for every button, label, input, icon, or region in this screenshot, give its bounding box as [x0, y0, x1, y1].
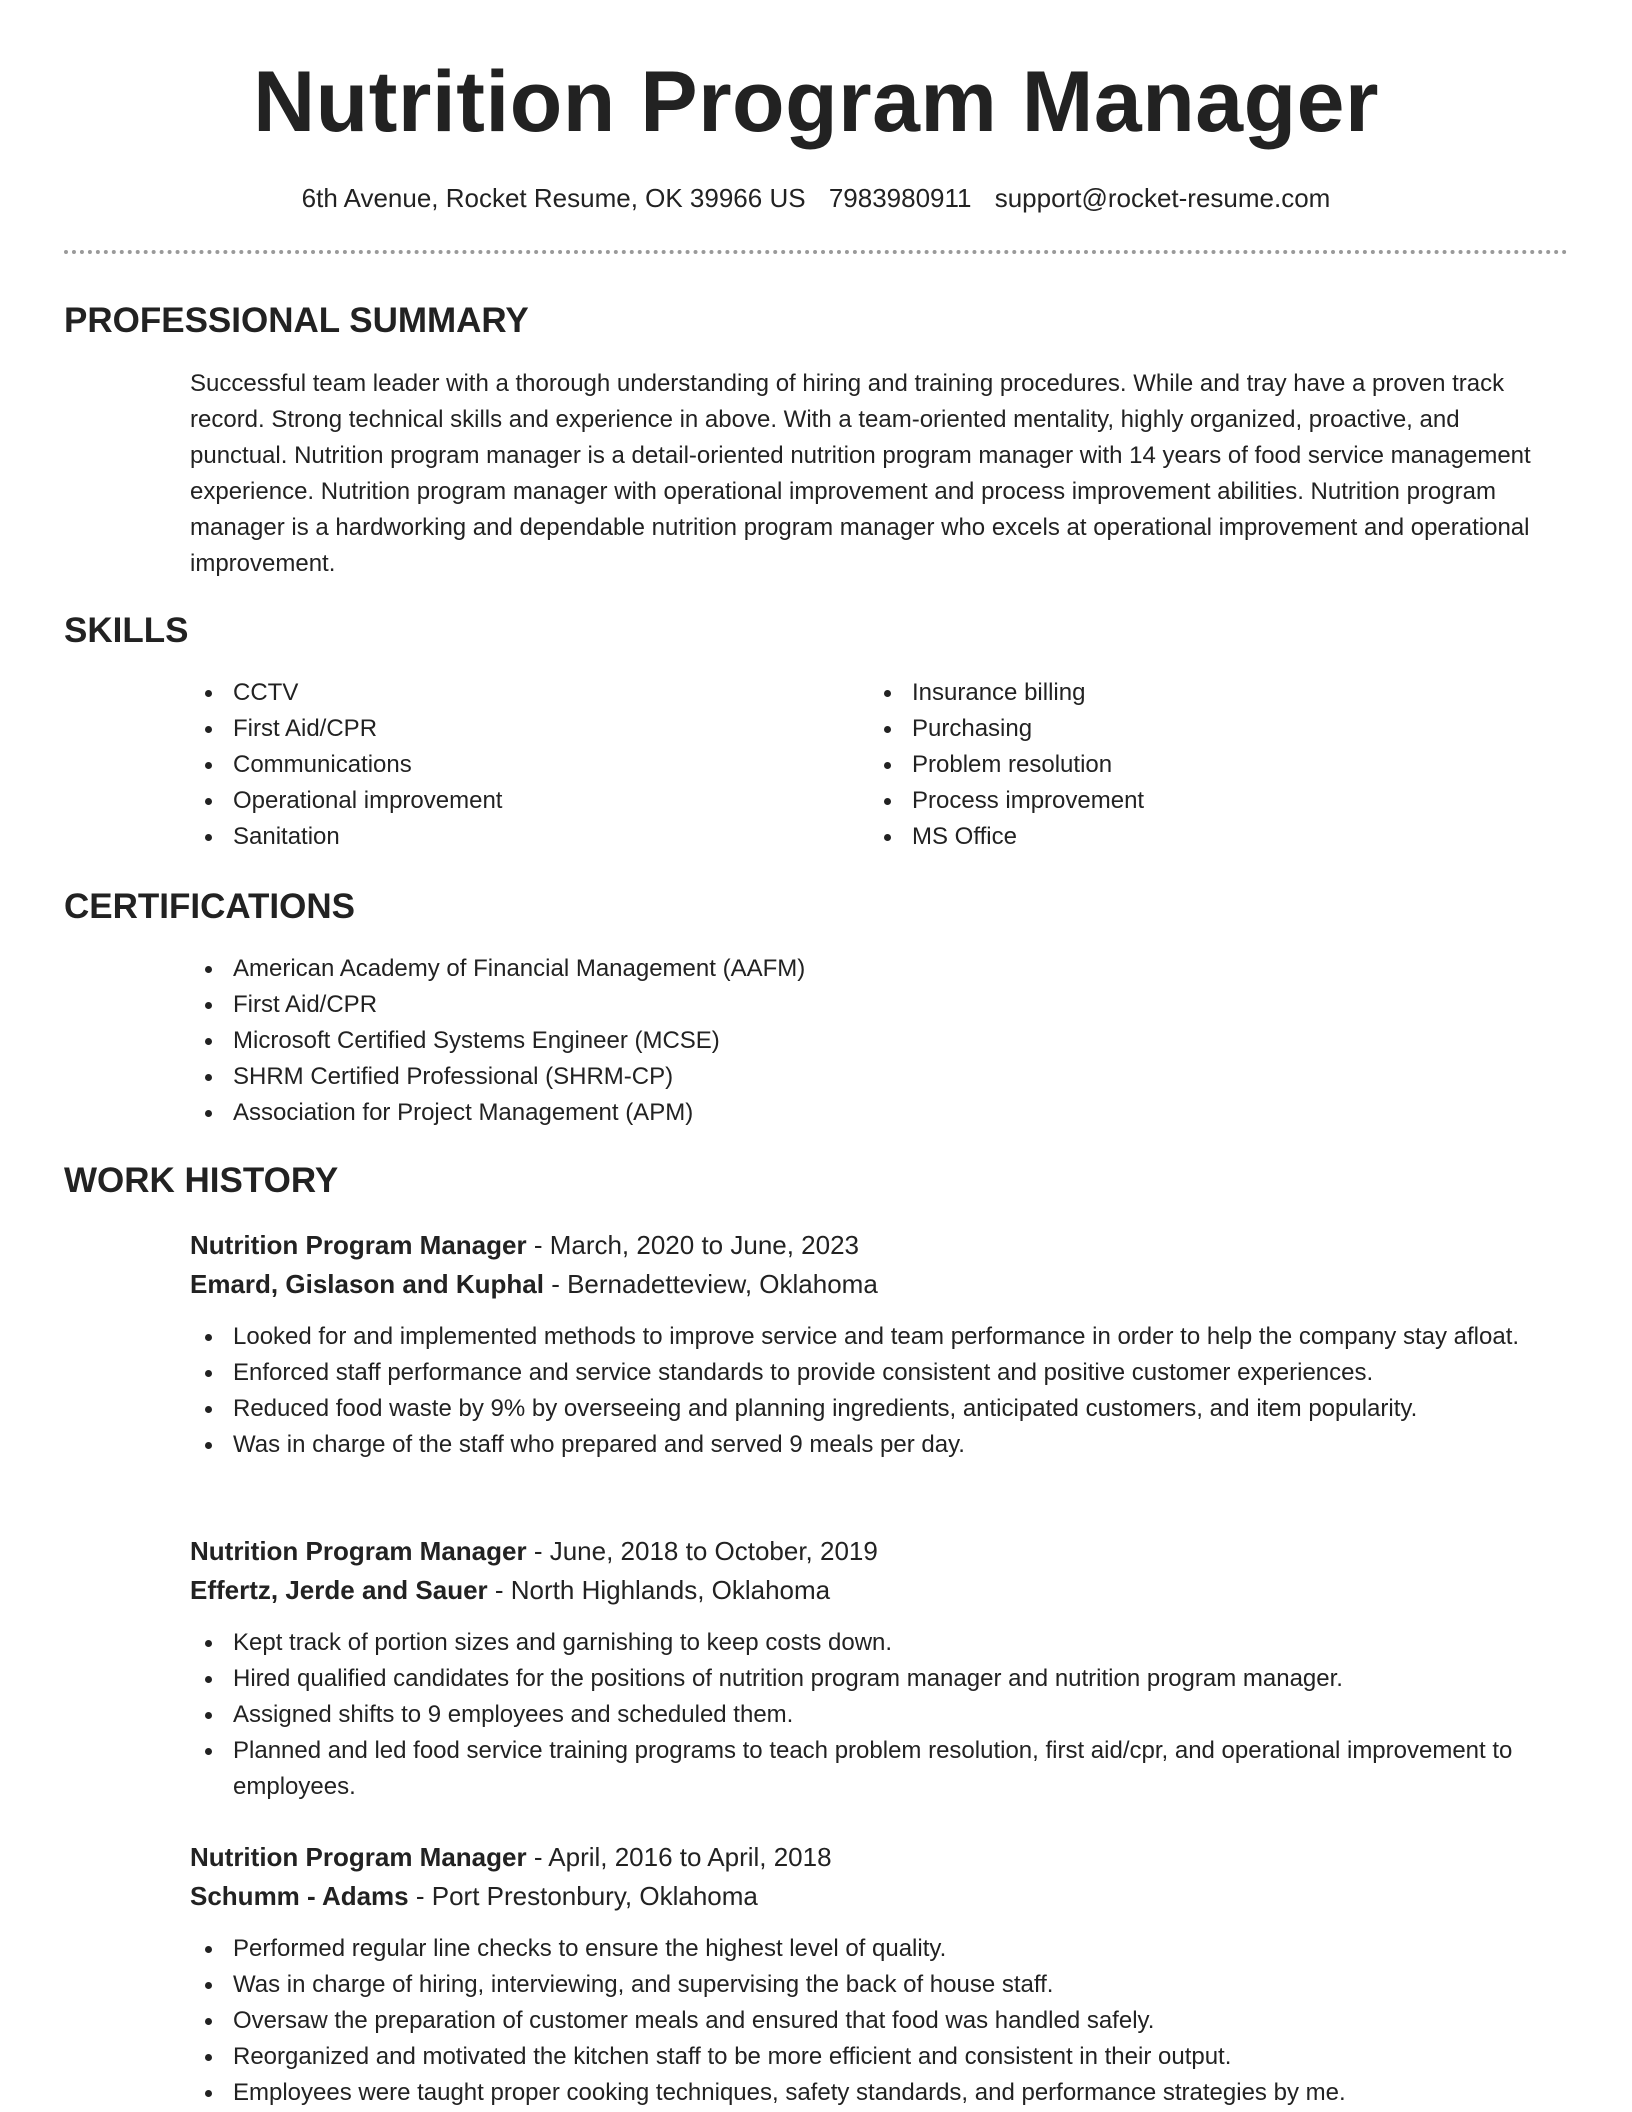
contact-info [0, 180, 1632, 216]
certification-item: SHRM Certified Professional (SHRM-CP) [233, 1059, 1603, 1095]
contact-email[interactable]: support@rocket-resume.com [994, 183, 1331, 213]
job-company: Schumm - Adams [190, 1881, 409, 1911]
job-bullets [190, 1319, 1573, 1463]
job-bullet: Oversaw the preparation of customer meals and ensured that food was handled safely. [233, 2003, 1603, 2039]
skill-item: Communications [233, 747, 833, 783]
job-title-line [190, 1226, 859, 1264]
header-divider [64, 250, 1568, 254]
certification-item: Microsoft Certified Systems Engineer (MCSE) [233, 1023, 1603, 1059]
skills-list-left [190, 675, 833, 855]
job-dates: - April, 2016 to April, 2018 [526, 1842, 832, 1872]
job-bullets [190, 1625, 1603, 1805]
job-title-line [190, 1532, 878, 1570]
job-company: Emard, Gislason and Kuphal [190, 1269, 544, 1299]
job-company-line [190, 1265, 878, 1303]
job-bullet: Assigned shifts to 9 employees and scheduled them. [233, 1697, 1603, 1733]
job-bullet: Performed regular line checks to ensure the highest level of quality. [233, 1931, 1603, 1967]
job-bullet: Reorganized and motivated the kitchen staff to be more efficient and consistent in their output. [233, 2039, 1603, 2075]
work-history-heading: WORK HISTORY [64, 1161, 339, 1200]
certifications-heading: CERTIFICATIONS [64, 887, 356, 926]
job-bullet: Kept track of portion sizes and garnishing to keep costs down. [233, 1625, 1603, 1661]
skill-item: Operational improvement [233, 783, 833, 819]
skill-item: Process improvement [912, 783, 1512, 819]
certification-item: Association for Project Management (APM) [233, 1095, 1603, 1131]
skills-list-right [869, 675, 1512, 855]
job-dates: - March, 2020 to June, 2023 [526, 1230, 860, 1260]
summary-heading: PROFESSIONAL SUMMARY [64, 301, 529, 340]
job-dates: - June, 2018 to October, 2019 [526, 1536, 878, 1566]
job-location: - Port Prestonbury, Oklahoma [408, 1881, 758, 1911]
contact-phone: 7983980911 [828, 183, 972, 213]
job-company: Effertz, Jerde and Sauer [190, 1575, 488, 1605]
skill-item: CCTV [233, 675, 833, 711]
job-bullet: Employees were taught proper cooking techniques, safety standards, and performance strategies by me. [233, 2075, 1603, 2111]
job-bullet: Looked for and implemented methods to improve service and team performance in order to help the company stay afloat. [233, 1319, 1573, 1355]
job-role: Nutrition Program Manager [190, 1230, 527, 1260]
job-bullet: Hired qualified candidates for the positions of nutrition program manager and nutrition program manager. [233, 1661, 1603, 1697]
skill-item: First Aid/CPR [233, 711, 833, 747]
job-bullet: Planned and led food service training programs to teach problem resolution, first aid/cpr, and operational improvement to employees. [233, 1733, 1603, 1805]
job-bullet: Enforced staff performance and service standards to provide consistent and positive customer experiences. [233, 1355, 1573, 1391]
job-location: - Bernadetteview, Oklahoma [543, 1269, 878, 1299]
skill-item: Sanitation [233, 819, 833, 855]
skill-item: Purchasing [912, 711, 1512, 747]
job-bullet: Reduced food waste by 9% by overseeing and planning ingredients, anticipated customers, and item popularity. [233, 1391, 1573, 1427]
skill-item: Problem resolution [912, 747, 1512, 783]
job-title-line [190, 1838, 832, 1876]
summary-text: Successful team leader with a thorough understanding of hiring and training procedures. While and tray have a proven track record. Strong technical skills and experience in above. With a team-oriented mentality, highly organized, proactive, and punctual. Nutrition program manager is a detail-oriented nutrition program manager with 14 years of food service management experience. Nutrition program manager with operational improvement and process improvement abilities. Nutrition program manager is a hardworking and dependable nutrition program manager who excels at operational improvement and operational improvement. [190, 370, 1531, 577]
job-role: Nutrition Program Manager [190, 1842, 527, 1872]
certification-item: First Aid/CPR [233, 987, 1603, 1023]
certifications-list [190, 951, 1603, 1131]
job-bullets [190, 1931, 1603, 2111]
job-location: - North Highlands, Oklahoma [487, 1575, 831, 1605]
skill-item: Insurance billing [912, 675, 1512, 711]
job-bullet: Was in charge of the staff who prepared and served 9 meals per day. [233, 1427, 1573, 1463]
candidate-name: Nutrition Program Manager [253, 54, 1379, 150]
skill-item: MS Office [912, 819, 1512, 855]
job-company-line [190, 1877, 758, 1915]
contact-address: 6th Avenue, Rocket Resume, OK 39966 US [301, 183, 806, 213]
job-role: Nutrition Program Manager [190, 1536, 527, 1566]
job-bullet: Was in charge of hiring, interviewing, and supervising the back of house staff. [233, 1967, 1603, 2003]
certification-item: American Academy of Financial Management (AAFM) [233, 951, 1603, 987]
skills-heading: SKILLS [64, 611, 189, 650]
job-company-line [190, 1571, 830, 1609]
